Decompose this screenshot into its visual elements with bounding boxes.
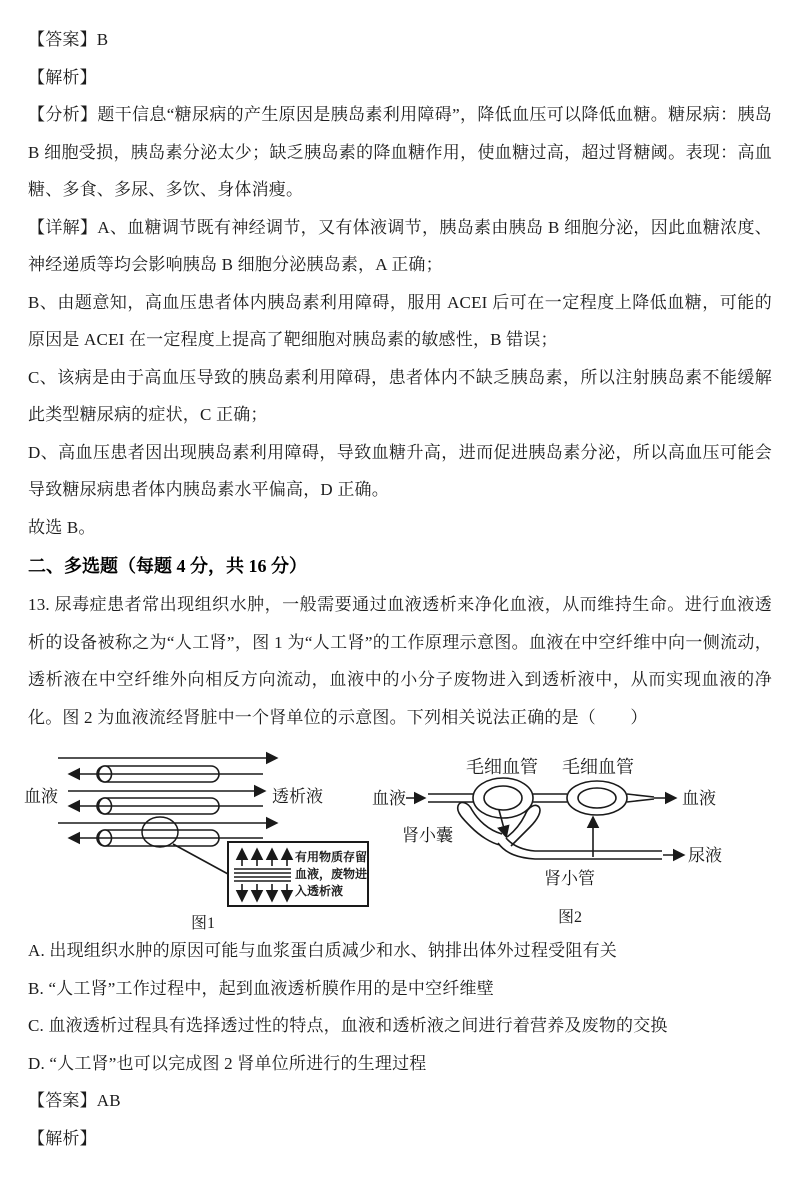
urine-label: 尿液	[688, 846, 722, 865]
q12-detail-a: 【详解】A、血糖调节既有神经调节，又有体液调节，胰岛素由胰岛 B 细胞分泌，因此血糖浓度、神经递质等均会影响胰岛 B 细胞分泌胰岛素，A 正确；	[28, 217, 772, 274]
blood-label: 血液	[24, 787, 58, 806]
dialysate-label: 透析液	[272, 787, 323, 806]
inset-text-line2: 血液，废物进	[295, 867, 368, 881]
q12-answer-line: 【答案】B	[28, 30, 109, 49]
figure2-nephron-diagram	[372, 742, 796, 932]
figure1-caption: 图1	[191, 915, 216, 932]
renal-tubule-label: 肾小管	[544, 869, 595, 888]
magnifier-callout-line	[173, 844, 228, 874]
capillary-label-2: 毛细血管	[562, 757, 634, 777]
q13-answer-line: 【答案】AB	[28, 1091, 121, 1110]
bowmans-capsule-label: 肾小囊	[402, 826, 453, 845]
q13-option-d: D. “人工肾”也可以完成图 2 肾单位所进行的生理过程	[28, 1053, 427, 1073]
peritubular-capillary-outer	[567, 781, 627, 815]
q12-conclusion: 故选 B。	[28, 517, 96, 537]
inset-text-line3: 入透析液	[295, 884, 344, 898]
q12-analysis-paragraph: 【分析】题干信息“糖尿病的产生原因是胰岛素利用障碍”，降低血压可以降低血糖。糖尿病：胰岛 B 细胞受损，胰岛素分泌太少；缺乏胰岛素的降血糖作用，使血糖过高，超过肾糖阈。表现：高血糖、多食、多尿、多饮、身体消瘦。	[28, 105, 772, 199]
q13-stem: 13. 尿毒症患者常出现组织水肿，一般需要通过血液透析来净化血液，从而维持生命。进行血液透析的设备被称之为“人工肾”，图 1 为“人工肾”的工作原理示意图。血液在中空纤维中向一侧流动，透析液在中空纤维外向相反方向流动，血液中的小分子废物进入到透析液中，从而实现血液的净化。图 2 为血液流经肾脏中一个肾单位的示意图。下列相关说法正确的是（ ）	[28, 595, 772, 727]
section-heading-multiple-choice: 二、多选题（每题 4 分，共 16 分）	[28, 556, 307, 576]
renal-tubule-top-wall	[506, 838, 662, 851]
figures-row	[24, 742, 772, 932]
figure2-caption: 图2	[558, 909, 583, 926]
capillary-label-1: 毛细血管	[466, 757, 538, 777]
blood-out-label: 血液	[682, 789, 716, 808]
q12-detail-b: B、由题意知，高血压患者体内胰岛素利用障碍，服用 ACEI 后可在一定程度上降低血糖，可能的原因是 ACEI 在一定程度上提高了靶细胞对胰岛素的敏感性，B 错误；	[28, 292, 772, 349]
q12-detail-d: D、高血压患者因出现胰岛素利用障碍，导致血糖升高，进而促进胰岛素分泌，所以高血压可能会导致糖尿病患者体内胰岛素水平偏高，D 正确。	[28, 442, 772, 499]
figure1-artificial-kidney-diagram	[20, 742, 372, 932]
q13-analysis-heading: 【解析】	[28, 1128, 97, 1148]
q13-option-a: A. 出现组织水肿的原因可能与血浆蛋白质减少和水、钠排出体外过程受阻有关	[28, 941, 617, 960]
q13-option-b: B. “人工肾”工作过程中，起到血液透析膜作用的是中空纤维壁	[28, 978, 494, 998]
q13-option-c: C. 血液透析过程具有选择透过性的特点，血液和透析液之间进行着营养及废物的交换	[28, 1016, 668, 1035]
q12-detail-c: C、该病是由于高血压导致的胰岛素利用障碍，患者体内不缺乏胰岛素，所以注射胰岛素不能缓解此类型糖尿病的症状，C 正确；	[28, 367, 772, 424]
q12-analysis-heading: 【解析】	[28, 67, 97, 87]
inset-text-line1: 有用物质存留	[295, 850, 368, 864]
glomerulus-capillary-outer	[473, 778, 533, 818]
blood-in-label: 血液	[372, 789, 406, 808]
